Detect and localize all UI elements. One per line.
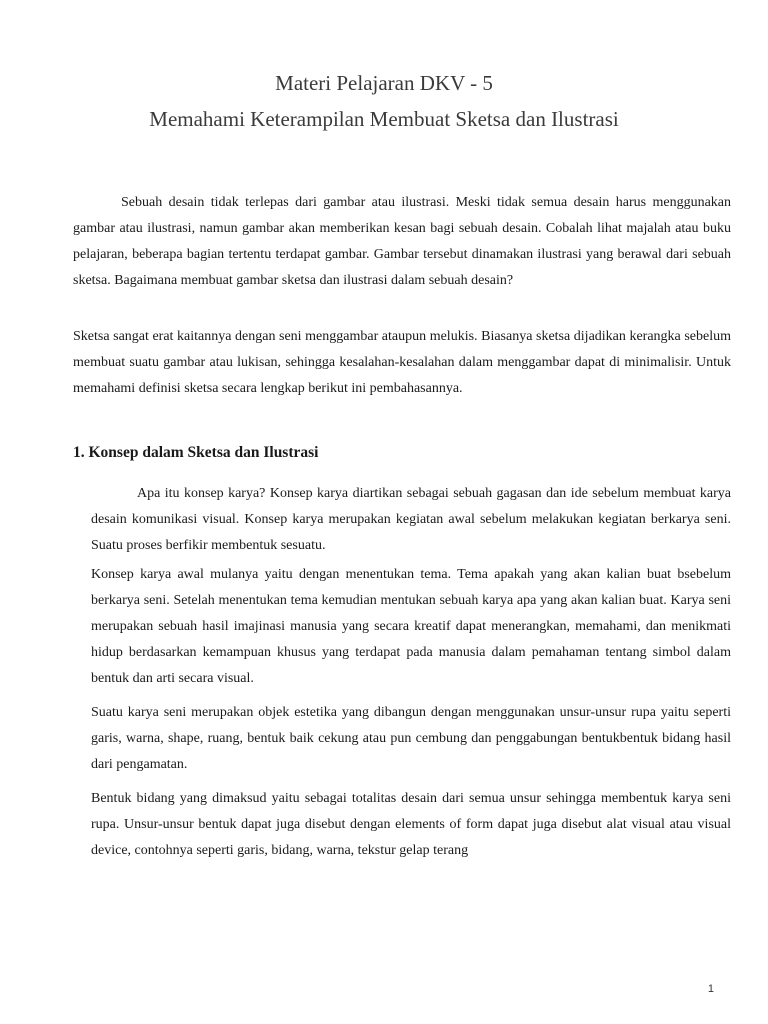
section-paragraph-1: Apa itu konsep karya? Konsep karya diartikan sebagai sebuah gagasan dan ide sebelum membuat karya desain komunikasi visual. Konsep karya merupakan kegiatan awal sebelum melakukan kegiatan berkarya seni. Suatu proses berfikir membentuk sesuatu. [91, 486, 731, 553]
intro-paragraph-1: Sebuah desain tidak terlepas dari gambar atau ilustrasi. Meski tidak semua desain harus menggunakan gambar atau ilustrasi, namun gambar akan memberikan kesan bagi sebuah desain. Cobalah lihat majalah atau buku pelajaran, beberapa bagian tertentu terdapat gambar. Gambar tersebut dinamakan ilustrasi yang berawal dari sebuah sketsa. Bagaimana membuat gambar sketsa dan ilustrasi dalam sebuah desain? [73, 195, 731, 288]
page-number: 1 [707, 983, 714, 995]
section-paragraph-3: Suatu karya seni merupakan objek estetika yang dibangun dengan menggunakan unsur-unsur rupa yaitu seperti garis, warna, shape, ruang, bentuk baik cekung atau pun cembung dan penggabungan bentukbentuk bidang hasil dari pengamatan. [91, 705, 731, 772]
section-heading: 1. Konsep dalam Sketsa dan Ilustrasi [73, 444, 319, 461]
document-subtitle: Memahami Keterampilan Membuat Sketsa dan Ilustrasi [149, 107, 619, 131]
document-title: Materi Pelajaran DKV - 5 [275, 71, 493, 95]
section-paragraph-4: Bentuk bidang yang dimaksud yaitu sebagai totalitas desain dari semua unsur sehingga membentuk karya seni rupa. Unsur-unsur bentuk dapat juga disebut dengan elements of form dapat juga disebut alat visual atau visual device, contohnya seperti garis, bidang, warna, tekstur gelap terang [91, 791, 731, 858]
section-paragraph-2: Konsep karya awal mulanya yaitu dengan menentukan tema. Tema apakah yang akan kalian buat bsebelum berkarya seni. Setelah menentukan tema kemudian mentukan sebuah karya apa yang akan kalian buat. Karya seni merupakan sebuah hasil imajinasi manusia yang secara kreatif dapat menerangkan, memahami, dan menikmati hidup berdasarkan kemampuan khusus yang terdapat pada manusia dalam pemahaman tentang simbol dalam bentuk dan arti secara visual. [91, 567, 731, 686]
intro-paragraph-2: Sketsa sangat erat kaitannya dengan seni menggambar ataupun melukis. Biasanya sketsa dijadikan kerangka sebelum membuat suatu gambar atau lukisan, sehingga kesalahan-kesalahan dalam menggambar dapat di minimalisir. Untuk memahami definisi sketsa secara lengkap berikut ini pembahasannya. [73, 329, 731, 396]
